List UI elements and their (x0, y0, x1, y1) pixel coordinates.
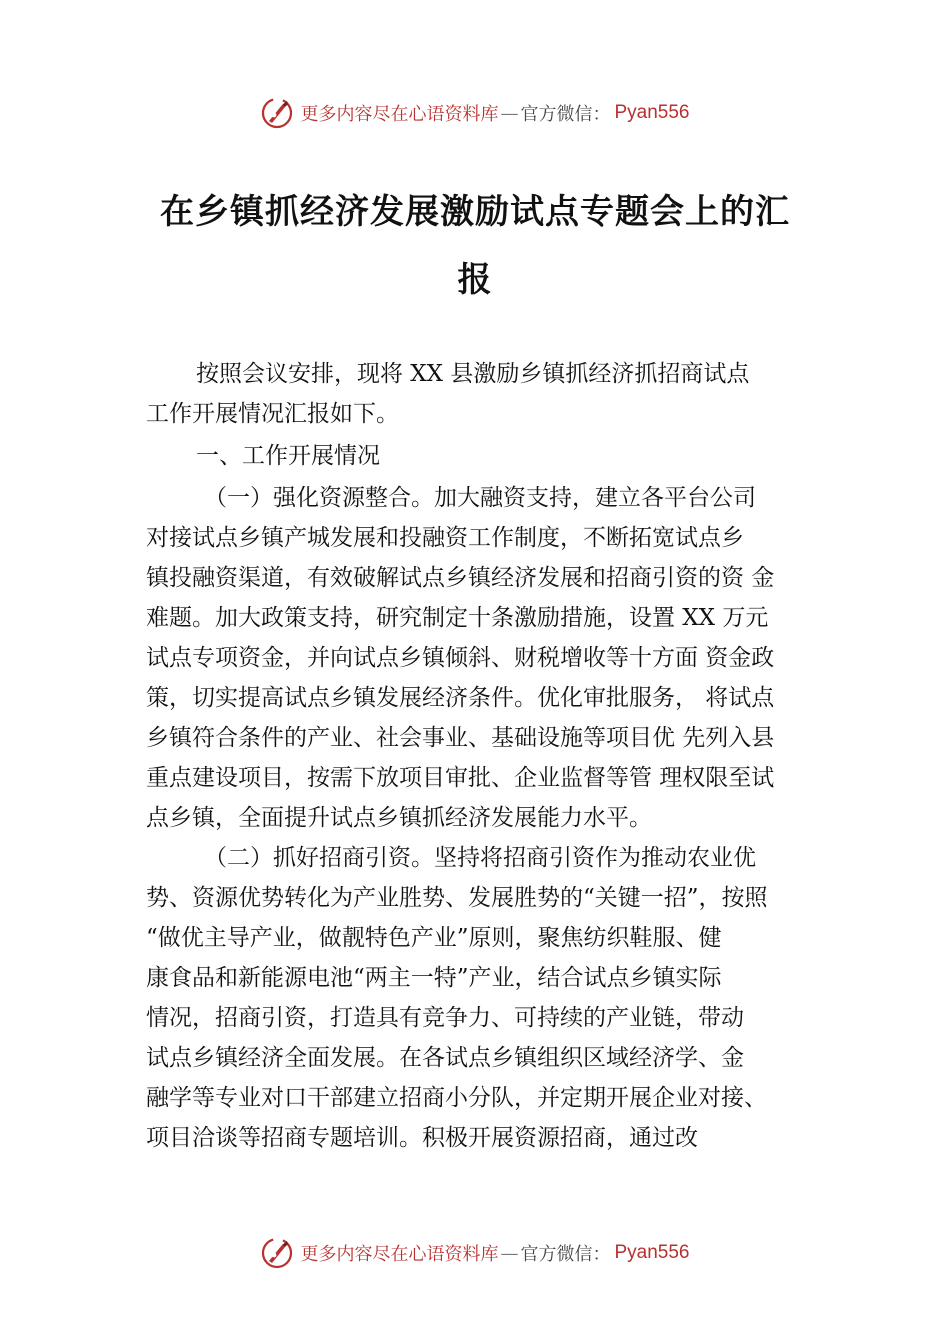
title-line-1: 在乡镇抓经济发展激励试点专题会上的汇 (160, 192, 790, 232)
paragraph-line: 项目洽谈等招商专题培训。积极开展资源招商，通过改 (146, 1125, 698, 1151)
paragraph-line: （一）强化资源整合。加大融资支持，建立各平台公司 (204, 485, 756, 511)
paragraph-line: 融学等专业对口干部建立招商小分队，并定期开展企业对接、 (146, 1085, 767, 1111)
intro-line: 工作开展情况汇报如下。 (146, 401, 399, 427)
header-banner (0, 93, 950, 133)
banner-wechat-label: 官方微信： (520, 104, 611, 125)
banner-wechat-label: 官方微信： (520, 1244, 611, 1265)
section-heading (146, 436, 836, 476)
footer-banner (0, 1233, 950, 1273)
banner-text: 更多内容尽在心语资料库 (300, 1244, 499, 1265)
paragraph-line: 难题。加大政策支持，研究制定十条激励措施，设置 XX 万元 (146, 605, 769, 631)
paragraph-2 (146, 838, 836, 1158)
paragraph-1 (146, 478, 836, 838)
banner-dash: — (500, 1242, 519, 1264)
paragraph-line: 乡镇符合条件的产业、社会事业、基础设施等项目优 先列入县 (146, 725, 775, 751)
paragraph-line: 重点建设项目，按需下放项目审批、企业监督等管 理权限至试 (146, 765, 775, 791)
paragraph-line: 镇投融资渠道，有效破解试点乡镇经济发展和招商引资的资 金 (146, 565, 775, 591)
section-1-heading: 一、工作开展情况 (196, 443, 380, 469)
paragraph-line: 对接试点乡镇产城发展和投融资工作制度，不断拓宽试点乡 (146, 525, 744, 551)
quill-pen-logo-icon (260, 96, 294, 130)
banner-wechat-id: Pyan556 (614, 102, 690, 123)
paragraph-line: 情况，招商引资，打造具有竞争力、可持续的产业链，带动 (146, 1005, 744, 1031)
document-title (145, 178, 805, 314)
paragraph-line: 康食品和新能源电池“两主一特”产业，结合试点乡镇实际 (146, 965, 722, 991)
banner-text: 更多内容尽在心语资料库 (300, 104, 499, 125)
banner-wechat-id: Pyan556 (614, 1242, 690, 1263)
paragraph-line: 势、资源优势转化为产业胜势、发展胜势的“关键一招”，按照 (146, 885, 768, 911)
banner-dash: — (500, 102, 519, 124)
quill-pen-logo-icon (260, 1236, 294, 1270)
title-line-2: 报 (457, 260, 493, 300)
intro-line: 按照会议安排，现将 XX 县激励乡镇抓经济抓招商试点 (196, 361, 750, 387)
paragraph-line: 策，切实提高试点乡镇发展经济条件。优化审批服务， 将试点 (146, 685, 775, 711)
intro-paragraph (146, 354, 836, 434)
paragraph-line: “做优主导产业，做靓特色产业”原则，聚焦纺织鞋服、健 (146, 925, 722, 951)
paragraph-line: 试点乡镇经济全面发展。在各试点乡镇组织区域经济学、金 (146, 1045, 744, 1071)
paragraph-line: 点乡镇，全面提升试点乡镇抓经济发展能力水平。 (146, 805, 652, 831)
paragraph-line: （二）抓好招商引资。坚持将招商引资作为推动农业优 (204, 845, 756, 871)
paragraph-line: 试点专项资金，并向试点乡镇倾斜、财税增收等十方面 资金政 (146, 645, 775, 671)
